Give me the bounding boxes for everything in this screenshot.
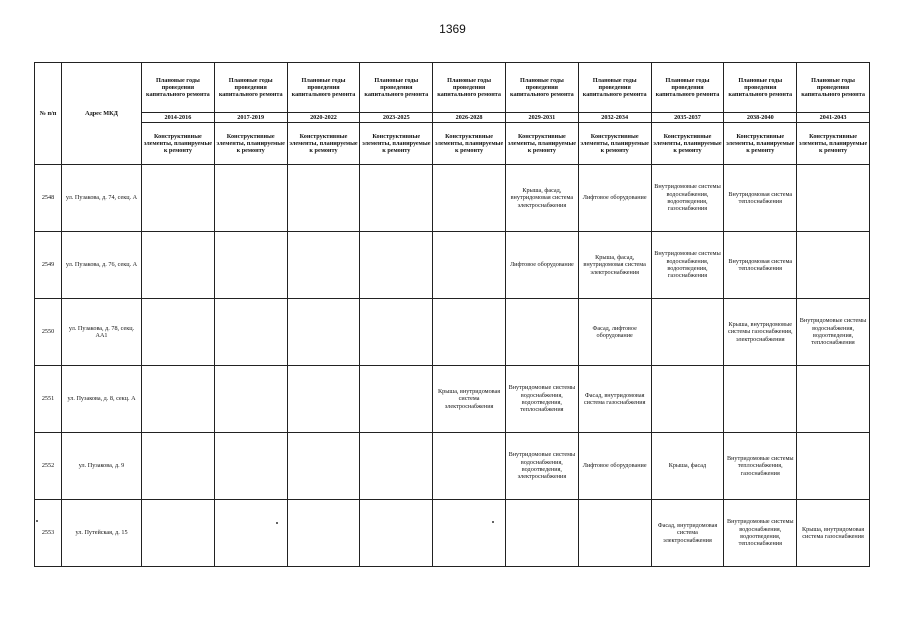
header-title-row [35, 63, 870, 113]
period-header: 2017-2019 [214, 113, 287, 123]
repair-elements-cell [651, 366, 724, 433]
repair-elements-cell [797, 165, 870, 232]
planned-years-header: Плановые годы проведения капитального ремонта [142, 63, 215, 113]
repair-elements-cell [214, 232, 287, 299]
repair-elements-cell [433, 165, 506, 232]
elements-header: Конструктивные элементы, планируемые к ремонту [797, 123, 870, 165]
repair-elements-cell [287, 232, 360, 299]
planned-years-header: Плановые годы проведения капитального ремонта [287, 63, 360, 113]
repair-elements-cell [651, 299, 724, 366]
period-header: 2014-2016 [142, 113, 215, 123]
scan-speck [276, 522, 278, 524]
repair-elements-cell: Лифтовое оборудование [578, 165, 651, 232]
repair-elements-cell [433, 299, 506, 366]
row-address: ул. Пузакова, д. 9 [62, 433, 142, 500]
period-header: 2032-2034 [578, 113, 651, 123]
repair-elements-cell [142, 500, 215, 567]
repair-elements-cell: Внутридомовая система теплоснабжения [724, 165, 797, 232]
scan-speck [492, 521, 494, 523]
elements-header: Конструктивные элементы, планируемые к ремонту [724, 123, 797, 165]
repair-elements-cell [287, 299, 360, 366]
elements-header: Конструктивные элементы, планируемые к ремонту [578, 123, 651, 165]
table-row [35, 433, 870, 500]
period-header: 2035-2037 [651, 113, 724, 123]
row-number: 2548 [35, 165, 62, 232]
elements-header: Конструктивные элементы, планируемые к ремонту [651, 123, 724, 165]
repair-elements-cell [142, 232, 215, 299]
row-address: ул. Пузакова, д. 74, секц. А [62, 165, 142, 232]
repair-elements-cell [142, 433, 215, 500]
row-address: ул. Пузакова, д. 76, секц. А [62, 232, 142, 299]
repair-elements-cell [433, 232, 506, 299]
repair-elements-cell: Внутридомовые системы водоснабжения, водоотведения, газоснабжения [651, 165, 724, 232]
elements-header: Конструктивные элементы, планируемые к ремонту [287, 123, 360, 165]
repair-elements-cell [433, 500, 506, 567]
period-header: 2029-2031 [505, 113, 578, 123]
planned-years-header: Плановые годы проведения капитального ремонта [724, 63, 797, 113]
repair-elements-cell [142, 366, 215, 433]
repair-elements-cell: Внутридомовые системы водоснабжения, водоотведения, газоснабжения [651, 232, 724, 299]
page-number: 1369 [439, 22, 466, 36]
repair-elements-cell [505, 500, 578, 567]
repair-elements-cell [287, 165, 360, 232]
repair-elements-cell [287, 366, 360, 433]
header-elements-row [35, 123, 870, 165]
repair-elements-cell: Крыша, фасад [651, 433, 724, 500]
planned-years-header: Плановые годы проведения капитального ремонта [433, 63, 506, 113]
repair-elements-cell: Внутридомовые системы водоснабжения, водоотведения, теплоснабжения [724, 500, 797, 567]
repair-elements-cell: Крыша, фасад, внутридомовая система электроснабжения [505, 165, 578, 232]
period-header: 2026-2028 [433, 113, 506, 123]
address-header: Адрес МКД [62, 63, 142, 165]
period-header: 2041-2043 [797, 113, 870, 123]
header-years-row [35, 113, 870, 123]
repair-elements-cell: Лифтовое оборудование [578, 433, 651, 500]
elements-header: Конструктивные элементы, планируемые к ремонту [505, 123, 578, 165]
capital-repair-table [34, 62, 870, 567]
elements-header: Конструктивные элементы, планируемые к ремонту [142, 123, 215, 165]
repair-elements-cell: Крыша, внутридомовая система газоснабжения [797, 500, 870, 567]
repair-elements-cell [142, 165, 215, 232]
repair-elements-cell: Внутридомовые системы водоснабжения, водоотведения, теплоснабжения [505, 366, 578, 433]
table-row [35, 232, 870, 299]
table-row [35, 165, 870, 232]
repair-elements-cell [797, 366, 870, 433]
repair-elements-cell: Внутридомовые системы теплоснабжения, газоснабжения [724, 433, 797, 500]
repair-elements-cell [287, 433, 360, 500]
repair-elements-cell [214, 165, 287, 232]
repair-elements-cell: Внутридомовые системы водоснабжения, водоотведения, электроснабжения [505, 433, 578, 500]
planned-years-header: Плановые годы проведения капитального ремонта [214, 63, 287, 113]
planned-years-header: Плановые годы проведения капитального ремонта [505, 63, 578, 113]
table-body [35, 165, 870, 567]
repair-elements-cell [360, 232, 433, 299]
repair-elements-cell: Крыша, фасад, внутридомовая система электроснабжения [578, 232, 651, 299]
row-address: ул. Пузакова, д. 78, секц. АА1 [62, 299, 142, 366]
table-row [35, 500, 870, 567]
repair-elements-cell [797, 433, 870, 500]
repair-elements-cell: Фасад, лифтовое оборудование [578, 299, 651, 366]
repair-elements-cell: Фасад, внутридомовая система электроснабжения [651, 500, 724, 567]
planned-years-header: Плановые годы проведения капитального ремонта [578, 63, 651, 113]
repair-elements-cell [360, 366, 433, 433]
repair-elements-cell [214, 299, 287, 366]
elements-header: Конструктивные элементы, планируемые к ремонту [360, 123, 433, 165]
repair-elements-cell [797, 232, 870, 299]
row-address: ул. Пузакова, д. 8, секц. А [62, 366, 142, 433]
repair-elements-cell [505, 299, 578, 366]
repair-elements-cell [287, 500, 360, 567]
row-number: 2552 [35, 433, 62, 500]
repair-elements-cell: Лифтовое оборудование [505, 232, 578, 299]
repair-elements-cell: Внутридомовые системы водоснабжения, водоотведения, теплоснабжения [797, 299, 870, 366]
repair-elements-cell [214, 366, 287, 433]
repair-elements-cell [360, 500, 433, 567]
repair-elements-cell [433, 433, 506, 500]
period-header: 2020-2022 [287, 113, 360, 123]
repair-elements-cell [578, 500, 651, 567]
period-header: 2023-2025 [360, 113, 433, 123]
row-number: 2549 [35, 232, 62, 299]
repair-elements-cell [724, 366, 797, 433]
num-header: № п/п [35, 63, 62, 165]
row-number: 2553 [35, 500, 62, 567]
row-address: ул. Путейская, д. 15 [62, 500, 142, 567]
table-row [35, 299, 870, 366]
repair-elements-cell [360, 433, 433, 500]
elements-header: Конструктивные элементы, планируемые к ремонту [433, 123, 506, 165]
table-row [35, 366, 870, 433]
repair-elements-cell [214, 433, 287, 500]
planned-years-header: Плановые годы проведения капитального ремонта [651, 63, 724, 113]
repair-elements-cell [360, 299, 433, 366]
repair-elements-cell: Внутридомовая система теплоснабжения [724, 232, 797, 299]
elements-header: Конструктивные элементы, планируемые к ремонту [214, 123, 287, 165]
repair-elements-cell [214, 500, 287, 567]
repair-elements-cell: Крыша, внутридомовые системы газоснабжения, электроснабжения [724, 299, 797, 366]
planned-years-header: Плановые годы проведения капитального ремонта [360, 63, 433, 113]
row-number: 2550 [35, 299, 62, 366]
row-number: 2551 [35, 366, 62, 433]
repair-elements-cell: Крыша, внутридомовая система электроснабжения [433, 366, 506, 433]
planned-years-header: Плановые годы проведения капитального ремонта [797, 63, 870, 113]
scan-speck [36, 520, 38, 522]
repair-elements-cell [142, 299, 215, 366]
period-header: 2038-2040 [724, 113, 797, 123]
repair-elements-cell: Фасад, внутридомовая система газоснабжения [578, 366, 651, 433]
repair-elements-cell [360, 165, 433, 232]
